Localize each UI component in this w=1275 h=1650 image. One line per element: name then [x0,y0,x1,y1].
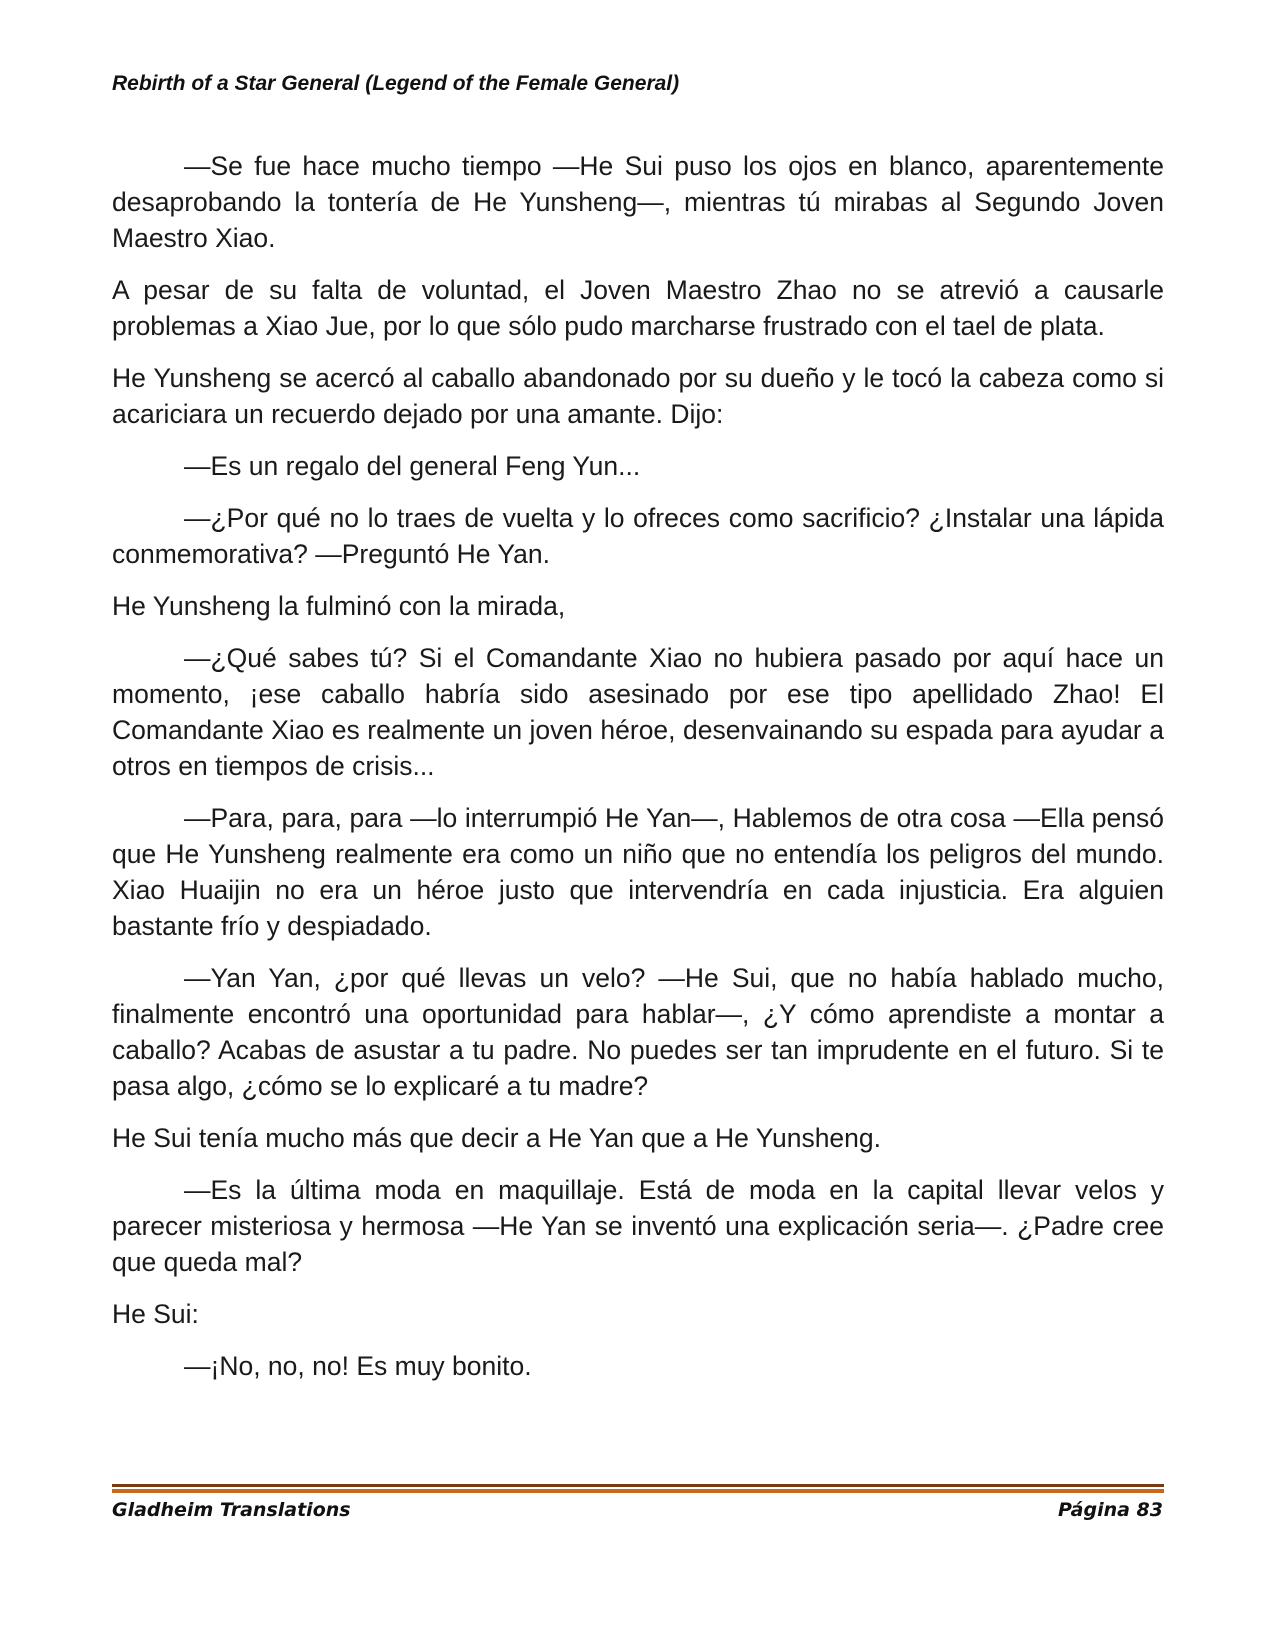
paragraph: —Se fue hace mucho tiempo —He Sui puso los ojos en blanco, aparentemente desaprobando la tontería de He Yunsheng—, mientras tú mirabas al Segundo Joven Maestro Xiao. [112,151,1164,253]
running-header: Rebirth of a Star General (Legend of the Female General) [112,72,680,95]
paragraph: —Yan Yan, ¿por qué llevas un velo? —He Sui, que no había hablado mucho, finalmente encontró una oportunidad para hablar—, ¿Y cómo aprendiste a montar a caballo? Acabas de asustar a tu padre. No puedes ser tan imprudente en el futuro. Si te pasa algo, ¿cómo se lo explicaré a tu madre? [112,963,1164,1101]
footer-divider-dark-line [112,1484,1164,1487]
footer-divider [112,1484,1164,1493]
paragraph: He Sui: [112,1299,199,1329]
footer-publisher: Gladheim Translations [112,1499,351,1521]
paragraph: He Yunsheng se acercó al caballo abandonado por su dueño y le tocó la cabeza como si acariciara un recuerdo dejado por una amante. Dijo: [112,363,1164,429]
footer-divider-orange-line [112,1489,1164,1493]
paragraph: —Es la última moda en maquillaje. Está de moda en la capital llevar velos y parecer misteriosa y hermosa —He Yan se inventó una explicación seria—. ¿Padre cree que queda mal? [112,1175,1164,1277]
paragraph: —¿Por qué no lo traes de vuelta y lo ofreces como sacrificio? ¿Instalar una lápida conmemorativa? —Preguntó He Yan. [112,503,1164,569]
paragraph: He Sui tenía mucho más que decir a He Yan que a He Yunsheng. [112,1123,882,1153]
footer-page-number: Página 83 [1057,1499,1163,1521]
paragraph: —Para, para, para —lo interrumpió He Yan—, Hablemos de otra cosa —Ella pensó que He Yunsheng realmente era como un niño que no entendía los peligros del mundo. Xiao Huaijin no era un héroe justo que intervendría en cada injusticia. Era alguien bastante frío y despiadado. [112,803,1164,941]
paragraph: —¿Qué sabes tú? Si el Comandante Xiao no hubiera pasado por aquí hace un momento, ¡ese caballo habría sido asesinado por ese tipo apellidado Zhao! El Comandante Xiao es realmente un joven héroe, desenvainando su espada para ayudar a otros en tiempos de crisis... [112,643,1164,781]
paragraph: —Es un regalo del general Feng Yun... [184,451,641,481]
document-body [112,148,1164,1400]
paragraph: —¡No, no, no! Es muy bonito. [184,1351,532,1381]
paragraph: He Yunsheng la fulminó con la mirada, [112,591,566,621]
paragraph: A pesar de su falta de voluntad, el Joven Maestro Zhao no se atrevió a causarle problemas a Xiao Jue, por lo que sólo pudo marcharse frustrado con el tael de plata. [112,275,1164,341]
